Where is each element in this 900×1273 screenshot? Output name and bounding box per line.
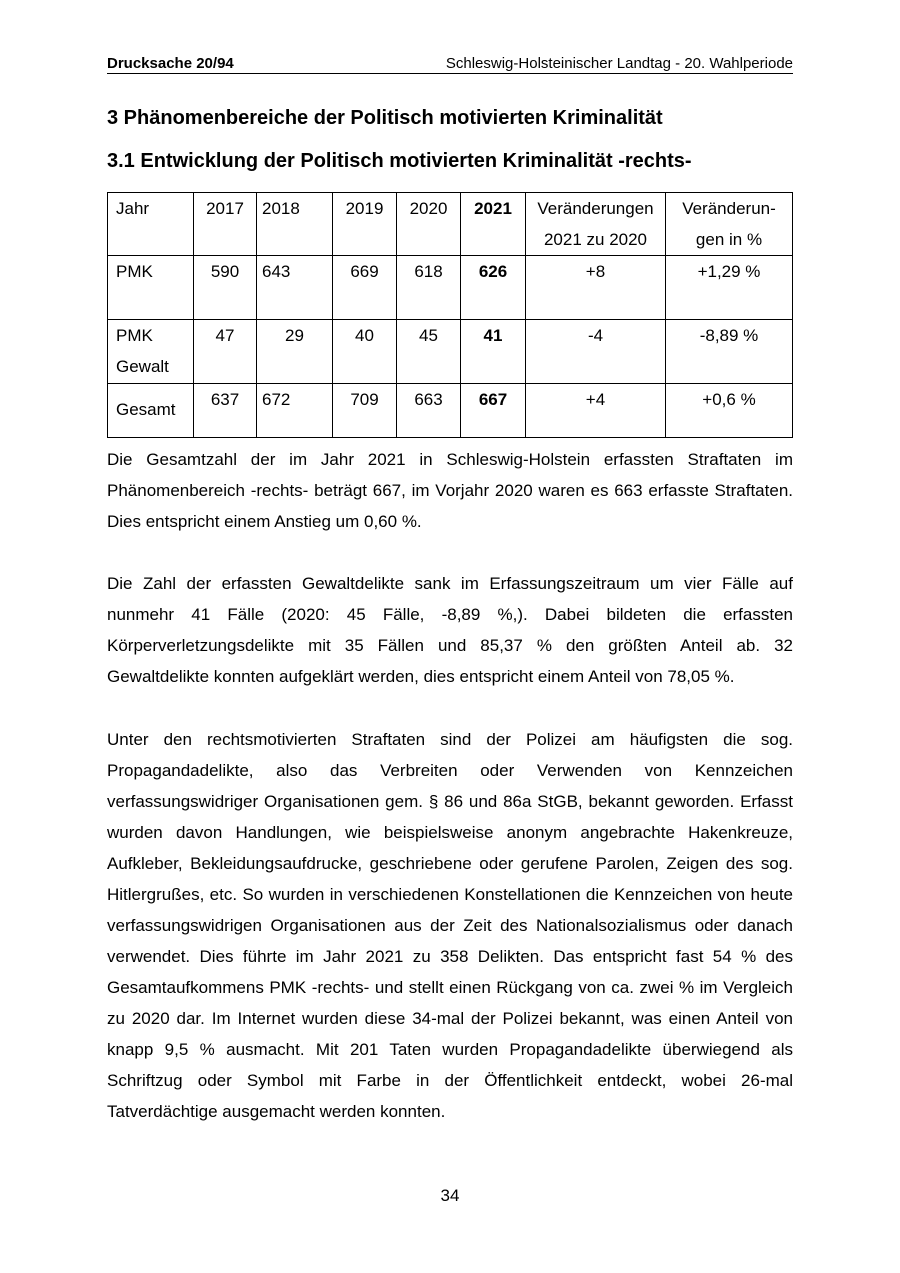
- table-cell: +1,29 %: [666, 256, 793, 320]
- subsection-heading: 3.1 Entwicklung der Politisch motivierten Kriminalität -rechts-: [107, 150, 692, 172]
- table-row: [108, 384, 793, 438]
- table-cell: 29: [257, 320, 333, 384]
- table-row: [108, 256, 793, 320]
- header-cell-2017: 2017: [194, 193, 257, 256]
- row-label: Gesamt: [108, 384, 194, 438]
- table-cell: 45: [397, 320, 461, 384]
- header-cell-2019: 2019: [333, 193, 397, 256]
- table-cell: 618: [397, 256, 461, 320]
- page-header: [107, 53, 793, 74]
- header-cell-2021: 2021: [461, 193, 526, 256]
- page-number: 34: [440, 1186, 460, 1205]
- row-label: PMK: [108, 256, 194, 320]
- table-cell: 637: [194, 384, 257, 438]
- table-cell: 672: [257, 384, 333, 438]
- table-cell: 590: [194, 256, 257, 320]
- table-row: [108, 320, 793, 384]
- table-cell: 663: [397, 384, 461, 438]
- body-paragraph: Die Gesamtzahl der im Jahr 2021 in Schleswig-Holstein erfassten Straftaten im Phänomenbereich -rechts- beträgt 667, im Vorjahr 2020 waren es 663 erfasste Straftaten. Dies entspricht einem Anstieg um 0,60 %.: [107, 450, 793, 531]
- table-cell: +8: [526, 256, 666, 320]
- table-cell: 626: [461, 256, 526, 320]
- table-cell: 667: [461, 384, 526, 438]
- body-paragraph: Die Zahl der erfassten Gewaltdelikte sank im Erfassungszeitraum um vier Fälle auf nunmehr 41 Fälle (2020: 45 Fälle, -8,89 %,). Dabei bildeten die erfassten Körperverletzungsdelikte mit 35 Fällen und 85,37 % den größten Anteil ab. 32 Gewaltdelikte konnten aufgeklärt werden, dies entspricht einem Anteil von 78,05 %.: [107, 574, 793, 686]
- header-cell-jahr: Jahr: [108, 193, 194, 256]
- table-cell: 40: [333, 320, 397, 384]
- body-paragraph: Unter den rechtsmotivierten Straftaten sind der Polizei am häufigsten die sog. Propagandadelikte, also das Verbreiten oder Verwenden von Kennzeichen verfassungswidriger Organisationen gem. § 86 und 86a StGB, bekannt geworden. Erfasst wurden davon Handlungen, wie beispielsweise anonym angebrachte Hakenkreuze, Aufkleber, Bekleidungsaufdrucke, geschriebene oder gerufene Parolen, Zeigen des sog. Hitlergrußes, etc. So wurden in verschiedenen Konstellationen die Kennzeichen von heute verfassungswidrigen Organisationen aus der Zeit des Nationalsozialismus oder danach verwendet. Dies führte im Jahr 2021 zu 358 Delikten. Das entspricht fast 54 % des Gesamtaufkommens PMK -rechts- und stellt einen Rückgang von ca. zwei % im Vergleich zu 2020 dar. Im Internet wurden diese 34-mal der Polizei bekannt, was einen Anteil von knapp 9,5 % ausmacht. Mit 201 Taten wurden Propagandadelikte überwiegend als Schriftzug oder Symbol mit Farbe in der Öffentlichkeit entdeckt, wobei 26-mal Tatverdächtige ausgemacht werden konnten.: [107, 730, 793, 1121]
- header-cell-change-abs: Veränderungen 2021 zu 2020: [526, 193, 666, 256]
- table-cell: 709: [333, 384, 397, 438]
- table-cell: -8,89 %: [666, 320, 793, 384]
- table-cell: 41: [461, 320, 526, 384]
- row-label: PMK Gewalt: [108, 320, 194, 384]
- table-cell: 669: [333, 256, 397, 320]
- section-heading: 3 Phänomenbereiche der Politisch motivierten Kriminalität: [107, 107, 663, 129]
- table-cell: 643: [257, 256, 333, 320]
- crime-statistics-table: [107, 192, 793, 438]
- parliament-title: Schleswig-Holsteinischer Landtag - 20. Wahlperiode: [445, 55, 793, 72]
- table-cell: +4: [526, 384, 666, 438]
- table-cell: 47: [194, 320, 257, 384]
- header-cell-2018: 2018: [257, 193, 333, 256]
- document-number: Drucksache 20/94: [107, 55, 234, 72]
- table-cell: -4: [526, 320, 666, 384]
- header-cell-2020: 2020: [397, 193, 461, 256]
- header-cell-change-pct: Veränderun- gen in %: [666, 193, 793, 256]
- table-cell: +0,6 %: [666, 384, 793, 438]
- table-header-row: [108, 193, 793, 256]
